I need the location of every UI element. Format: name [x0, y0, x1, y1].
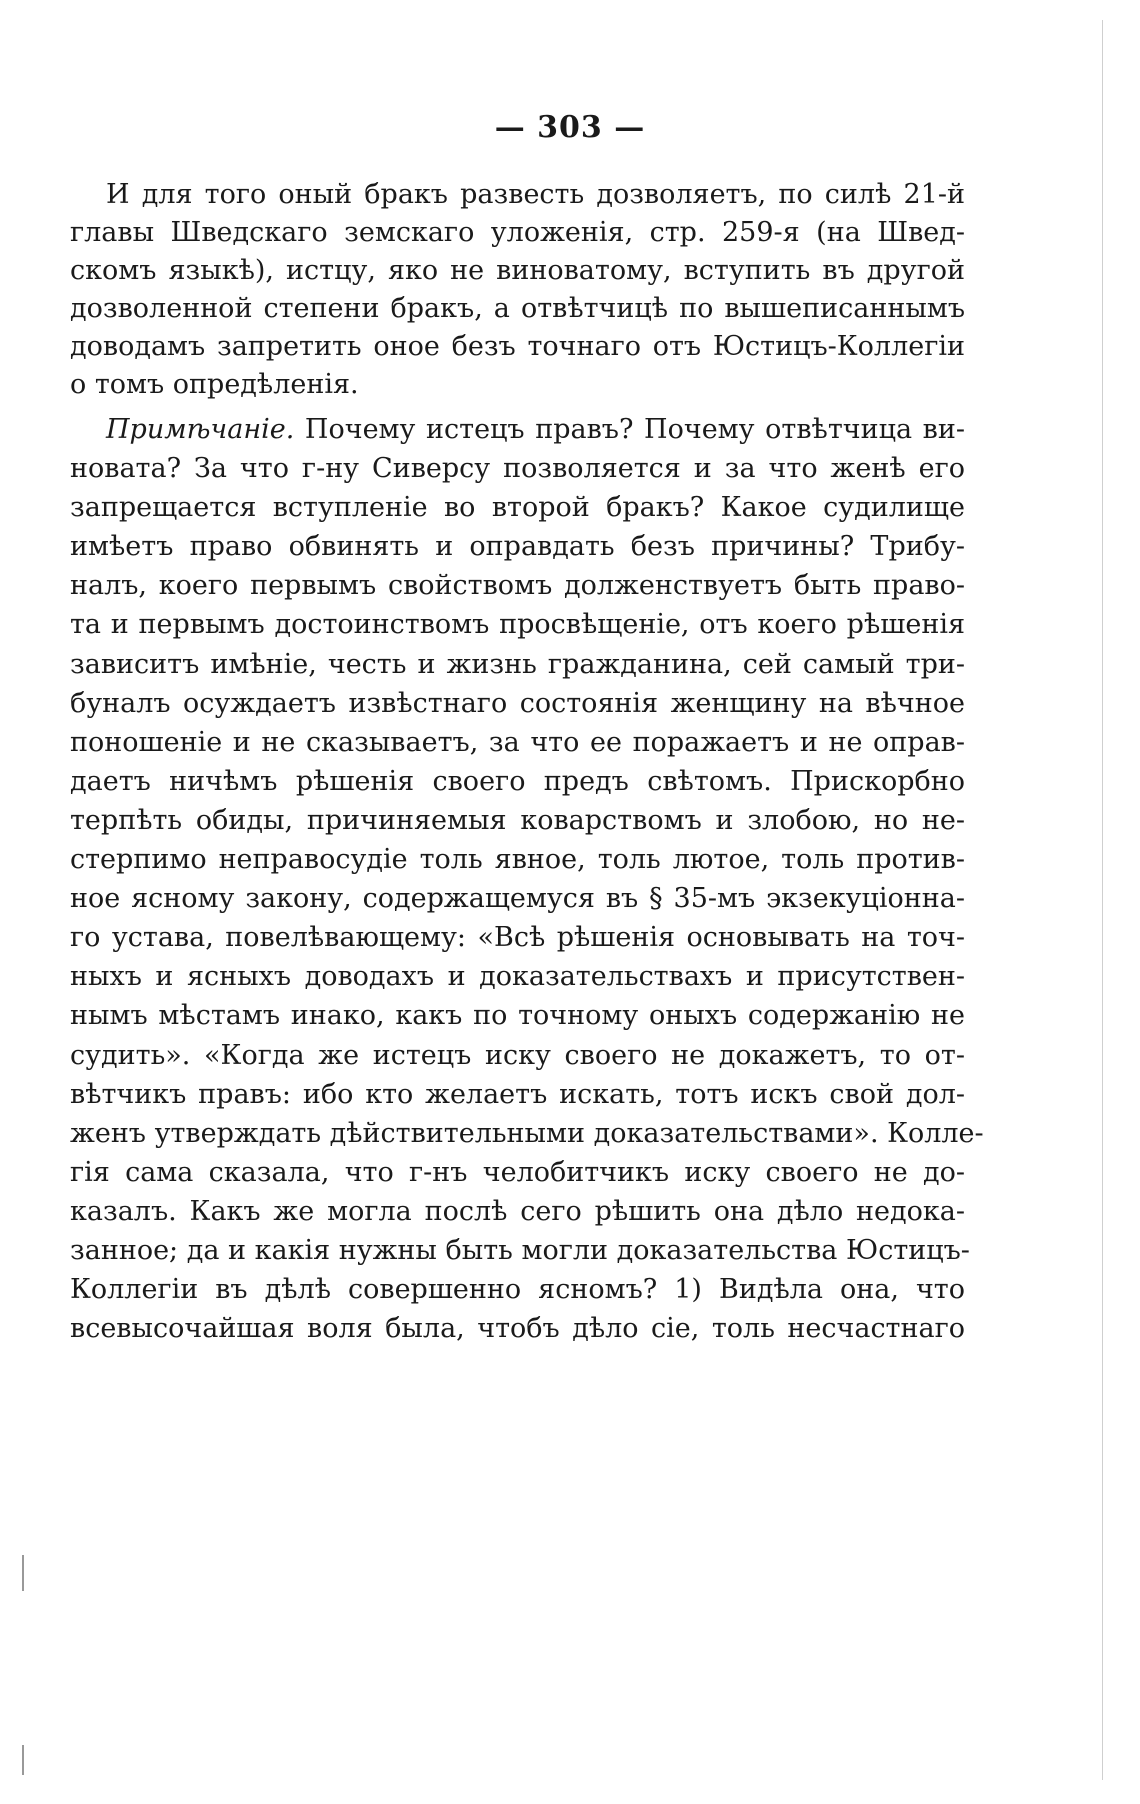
text-line [70, 410, 965, 449]
paragraph-ruling [70, 176, 965, 404]
text-line: стерпимо неправосудіе толь явное, толь лютое, толь против- [70, 844, 965, 876]
text-line: поношеніе и не сказываетъ, за что ее поражаетъ и не оправ- [70, 726, 965, 758]
text-line: всевысочайшая воля была, чтобъ дѣло сіе, толь несчастнаго [70, 1313, 965, 1345]
text-line: о томъ опредѣленія. [70, 369, 359, 400]
text-line: гія сама сказала, что г-нъ челобитчикъ иску своего не до- [70, 1156, 965, 1188]
text-line: ное ясному закону, содержащемуся въ § 35-мъ экзекуціонна- [70, 883, 965, 915]
text-line: зависитъ имѣніе, честь и жизнь гражданина, сей самый три- [70, 648, 965, 680]
note-first-line-text: Почему истецъ правъ? Почему отвѣтчица ви- [294, 414, 965, 445]
text-line: та и первымъ достоинствомъ просвѣщеніе, отъ коего рѣшенія [70, 609, 965, 641]
text-line: главы Шведскаго земскаго уложенія, стр. 259-я (на Швед- [70, 217, 965, 248]
page-edge-line [1102, 20, 1103, 1780]
text-line: ныхъ и ясныхъ доводахъ и доказательствахъ и присутствен- [70, 961, 965, 993]
text-line: дозволенной степени бракъ, а отвѣтчицѣ по вышеписаннымъ [70, 293, 965, 324]
text-line: Коллегіи въ дѣлѣ совершенно ясномъ? 1) Видѣла она, что [70, 1274, 965, 1306]
text-line: имѣетъ право обвинять и оправдать безъ причины? Трибу- [70, 531, 965, 563]
margin-mark [22, 1555, 24, 1591]
text-line: новата? За что г-ну Сиверсу позволяется и за что женѣ его [70, 453, 965, 485]
text-line: И для того оный бракъ развесть дозволяетъ, по силѣ 21-й [106, 179, 965, 210]
text-line: го устава, повелѣвающему: «Всѣ рѣшенія основывать на точ- [70, 922, 965, 954]
text-line: налъ, коего первымъ свойствомъ долженствуетъ быть право- [70, 570, 965, 602]
text-line: вѣтчикъ правъ: ибо кто желаетъ искать, тотъ искъ свой дол- [70, 1078, 965, 1110]
text-line: скомъ языкѣ), истцу, яко не виноватому, вступить въ другой [70, 255, 965, 286]
paragraph-note [70, 410, 984, 1348]
text-line: терпѣть обиды, причиняемыя коварствомъ и злобою, но не- [70, 804, 965, 836]
text-line: женъ утверждать дѣйствительными доказательствами». Колле- [70, 1117, 984, 1149]
text-line: нымъ мѣстамъ инако, какъ по точному оныхъ содержанію не [70, 1000, 965, 1032]
margin-mark [22, 1745, 24, 1775]
text-line: занное; да и какія нужны быть могли доказательства Юстицъ- [70, 1234, 970, 1266]
text-line: казалъ. Какъ же могла послѣ сего рѣшить она дѣло недока- [70, 1195, 965, 1227]
note-label: Примѣчаніе. [106, 414, 295, 445]
text-line: судить». «Когда же истецъ иску своего не докажетъ, то от- [70, 1039, 965, 1071]
text-line: запрещается вступленіе во второй бракъ? Какое судилище [70, 492, 965, 524]
text-line: даетъ ничѣмъ рѣшенія своего предъ свѣтомъ. Прискорбно [70, 765, 965, 797]
page-number: — 303 — [494, 110, 646, 145]
text-line: буналъ осуждаетъ извѣстнаго состоянія женщину на вѣчное [70, 687, 965, 719]
text-line: доводамъ запретить оное безъ точнаго отъ Юстицъ-Коллегіи [70, 331, 965, 362]
